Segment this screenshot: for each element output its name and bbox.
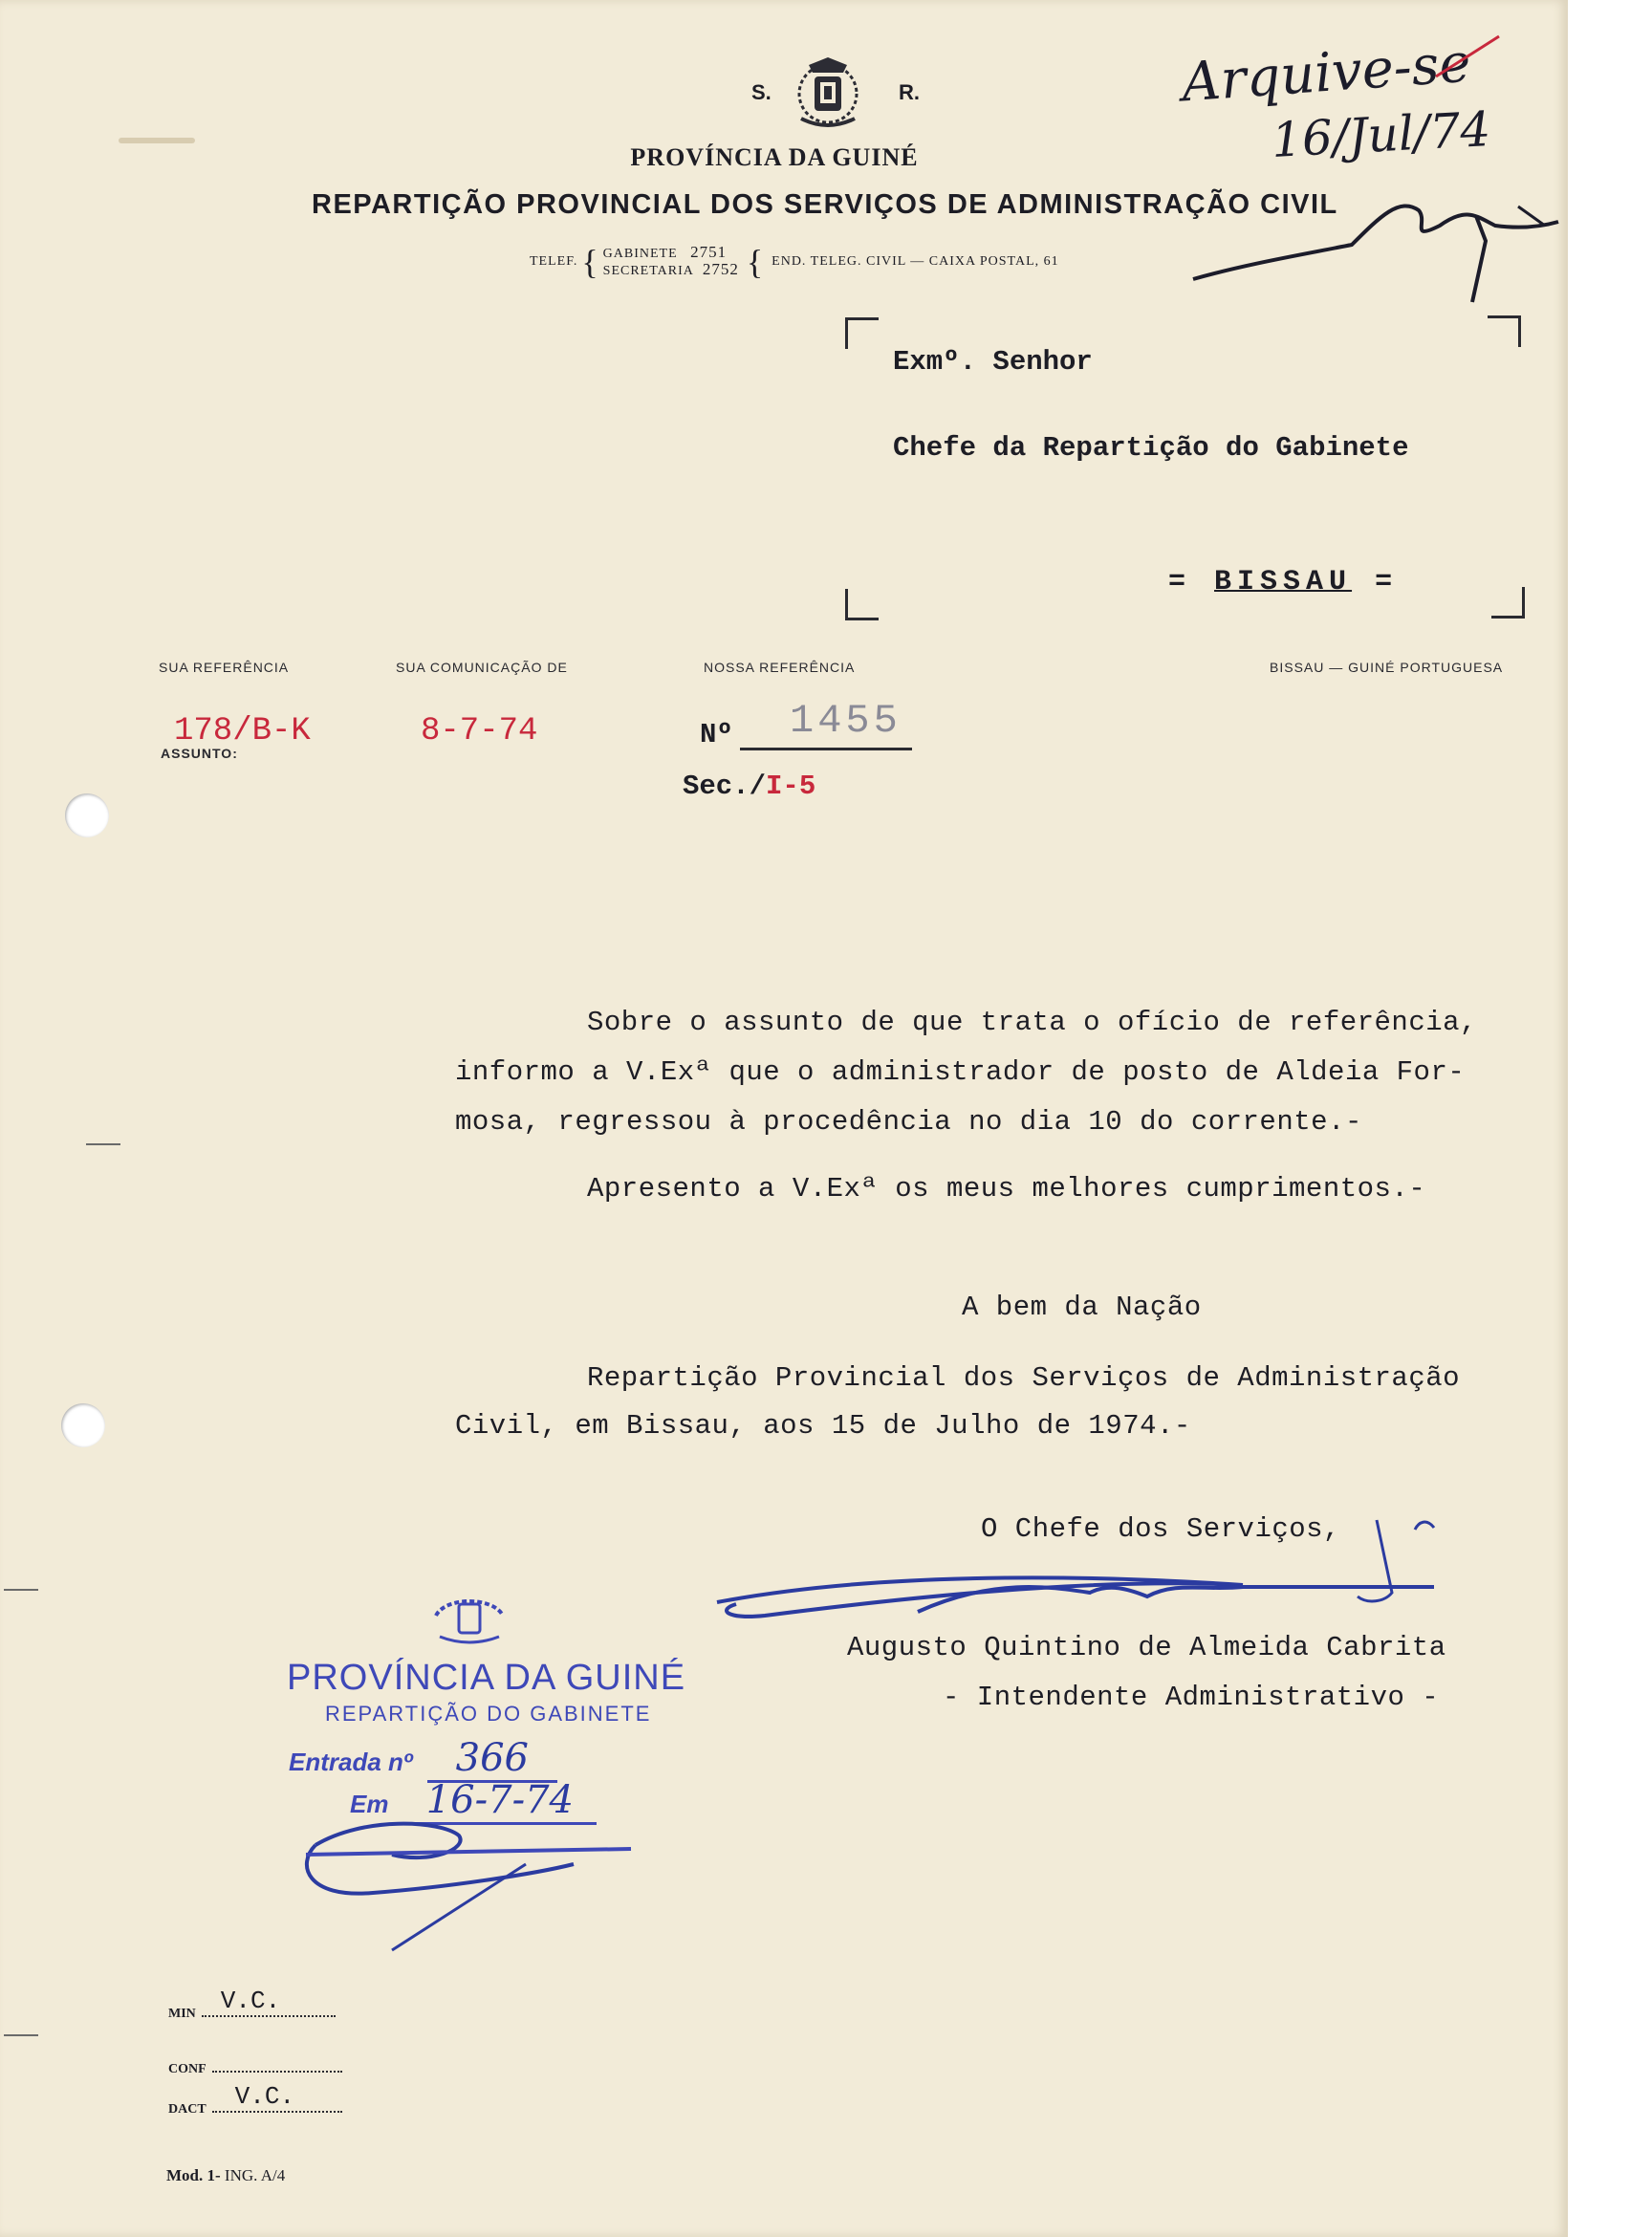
letterhead-s: S. — [751, 80, 772, 104]
your-reference-value: 178/B-K — [174, 713, 311, 749]
routing-dact-label: DACT — [168, 2102, 206, 2117]
stamp-initials — [287, 1807, 650, 1979]
reference-underline — [740, 748, 912, 750]
initials-signature — [1189, 187, 1562, 312]
section-code — [683, 771, 815, 802]
secretaria-number: 2752 — [702, 260, 739, 278]
telephone-label: TELEF. — [530, 254, 578, 269]
stamp-entry — [289, 1736, 557, 1780]
closing-place-line-2: Civil, em Bissau, aos 15 de Julho de 1974.- — [455, 1410, 1191, 1442]
stamp-emblem — [426, 1587, 512, 1648]
recipient-city — [1168, 566, 1398, 598]
routing-conf — [168, 2055, 342, 2077]
province-title: PROVÍNCIA DA GUINÉ — [630, 143, 919, 171]
margin-mark — [4, 2034, 38, 2036]
red-check-mark — [1434, 33, 1501, 80]
section-prefix: Sec./ — [683, 771, 767, 802]
handwritten-note: Arquive-se — [1180, 32, 1473, 115]
body-line: informo a V.Exª que o administrador de posto de Aldeia For- — [455, 1056, 1466, 1088]
routing-dots — [202, 1987, 336, 2017]
letterhead-r: R. — [899, 80, 920, 104]
stamp-entry-number: 366 — [427, 1736, 557, 1783]
form-model-code — [166, 2166, 285, 2185]
secretaria-label: SECRETARIA — [602, 264, 694, 278]
routing-min-value: V.C. — [220, 1987, 281, 2015]
margin-mark — [86, 1143, 120, 1145]
closing-motto: A bem da Nação — [962, 1292, 1202, 1323]
closing-place-line-1: Repartição Provincial dos Serviços de Administração — [587, 1362, 1461, 1394]
subject-label: ASSUNTO: — [161, 746, 238, 761]
routing-conf-label: CONF — [168, 2062, 206, 2076]
department-title: REPARTIÇÃO PROVINCIAL DOS SERVIÇOS DE ADMINISTRAÇÃO CIVIL — [312, 189, 1338, 220]
routing-dact-value: V.C. — [234, 2082, 295, 2111]
your-reference-label: SUA REFERÊNCIA — [159, 660, 290, 675]
body-line: mosa, regressou à procedência no dia 10 do corrente.- — [455, 1106, 1362, 1138]
recipient-title: Chefe da Repartição do Gabinete — [893, 432, 1409, 464]
gabinete-label: GABINETE — [602, 247, 678, 261]
number-label: Nº — [700, 719, 733, 750]
brace-icon: { — [581, 243, 599, 281]
address-corner-bottom-left — [845, 589, 879, 620]
body-line: Sobre o assunto de que trata o ofício de referência, — [587, 1007, 1477, 1038]
routing-dots — [212, 2055, 342, 2073]
stamp-province: PROVÍNCIA DA GUINÉ — [287, 1658, 686, 1698]
your-communication-label: SUA COMUNICAÇÃO DE — [396, 660, 568, 675]
routing-dots — [212, 2082, 342, 2113]
handwritten-date: 16/Jul/74 — [1270, 101, 1492, 168]
signatory-name: Augusto Quintino de Almeida Cabrita — [847, 1632, 1446, 1663]
location-label: BISSAU — GUINÉ PORTUGUESA — [1270, 660, 1504, 675]
stamp-department: REPARTIÇÃO DO GABINETE — [325, 1702, 652, 1726]
form-model-rest: ING. A/4 — [224, 2166, 286, 2184]
city-prefix: = — [1168, 566, 1192, 598]
stamp-entry-label: Entrada nº — [289, 1748, 413, 1776]
margin-mark — [4, 1589, 38, 1591]
address-corner-top-left — [845, 317, 879, 349]
body-paragraph-2: Apresento a V.Exª os meus melhores cumprimentos.- — [587, 1173, 1426, 1205]
recipient-salutation: Exmº. Senhor — [893, 346, 1093, 378]
body-paragraph-1 — [455, 998, 1593, 1147]
brace-icon: { — [746, 243, 765, 281]
routing-min — [168, 1987, 336, 2022]
form-model-bold: Mod. 1- — [166, 2166, 221, 2184]
coat-of-arms-emblem — [790, 55, 866, 136]
signatory-position: - Intendente Administrativo - — [943, 1682, 1440, 1713]
city-suffix: = — [1375, 566, 1399, 598]
stamp-date-value: 16-7-74 — [403, 1778, 597, 1825]
gabinete-number: 2751 — [690, 243, 728, 261]
signatory-role: O Chefe dos Serviços, — [981, 1513, 1340, 1545]
section-value: I-5 — [766, 771, 816, 802]
telegraph-address: END. TELEG. CIVIL — CAIXA POSTAL, 61 — [772, 254, 1059, 269]
routing-min-label: MIN — [168, 2007, 196, 2021]
routing-dact — [168, 2082, 342, 2118]
stamp-date-label: Em — [350, 1790, 389, 1818]
phone-numbers — [603, 245, 739, 279]
address-corner-top-right — [1488, 315, 1521, 347]
city-name: BISSAU — [1214, 566, 1353, 598]
handwritten-signature — [707, 1510, 1453, 1635]
our-reference-number: 1455 — [790, 698, 902, 744]
contact-line — [530, 245, 1059, 279]
punch-hole-bottom — [61, 1403, 105, 1447]
address-corner-bottom-right — [1491, 587, 1525, 619]
our-reference-label: NOSSA REFERÊNCIA — [704, 660, 856, 675]
your-communication-date: 8-7-74 — [421, 713, 538, 749]
punch-hole-top — [65, 793, 109, 837]
